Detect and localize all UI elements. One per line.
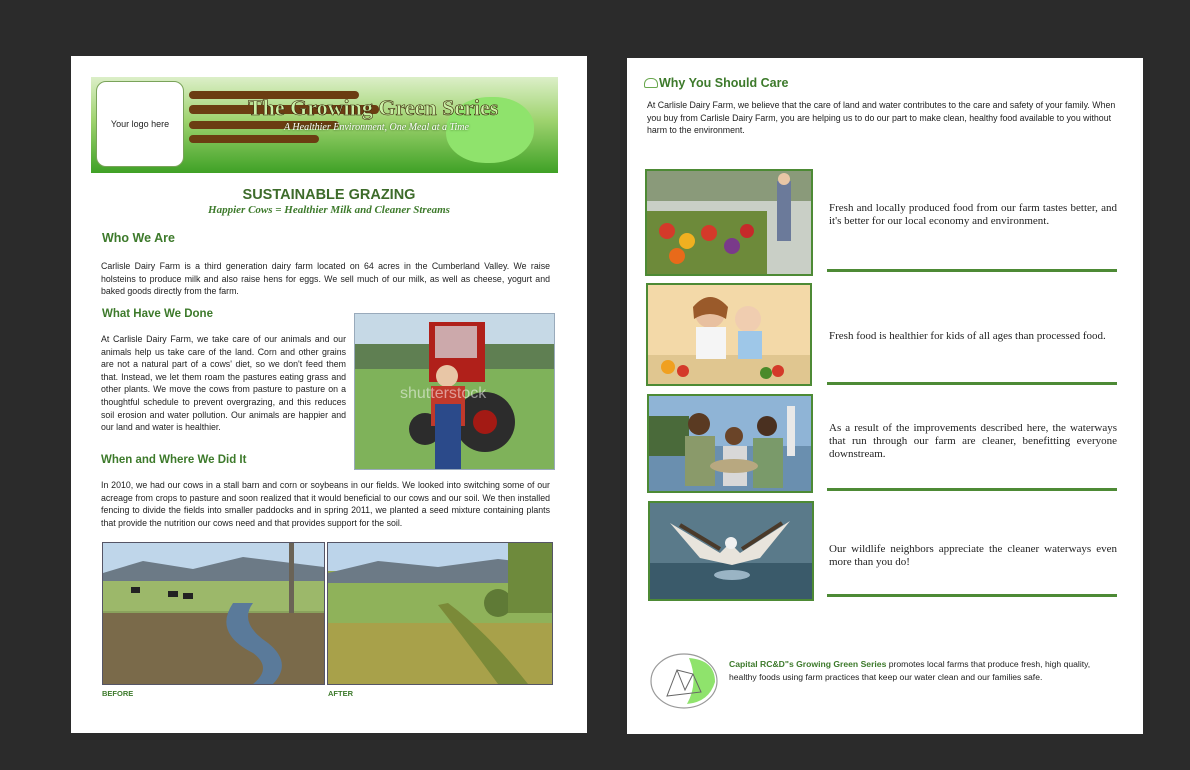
- who-we-are-text: Carlisle Dairy Farm is a third generation dairy farm located on 64 acres in the Cumberland Valley. We raise holsteins to produce milk and also raise hens for eggs. We sell much of our milk, as well as cheese, yogurt and baked goods directly from the farm.: [101, 261, 550, 297]
- care-item-3-text: As a result of the improvements described here, the waterways that run through our farm are cleaner, benefitting everyone downstream.: [829, 422, 1117, 460]
- footer-org-name: Capital RC&D"s Growing Green Series: [729, 659, 887, 669]
- divider: [827, 382, 1117, 385]
- care-item-1-text: Fresh and locally produced food from our farm tastes better, and it's better for our local economy and environment.: [829, 202, 1117, 227]
- leaf-icon: [644, 78, 658, 88]
- flyer-page-back: [627, 58, 1143, 734]
- section-title-when: When and Where We Did It: [101, 454, 247, 466]
- why-care-intro: At Carlisle Dairy Farm, we believe that the care of land and water contributes to the care and safety of your family. When you buy from Carlisle Dairy Farm, you are helping us to do our part to make clean, healthy food available to you without harm to the environment.: [647, 100, 1116, 136]
- farmers-market-photo: [645, 169, 813, 276]
- osprey-photo: [648, 501, 814, 601]
- divider: [827, 269, 1117, 272]
- what-we-done-text: At Carlisle Dairy Farm, we take care of our animals and our animals help us take care of the land. Corn and other grains are not a natural part of a cows' diet, so we don't feed them that. Instead, we let them roam the pastures eating grass and other plants. We move the cows from pasture to pasture on a thoughtful schedule to prevent overgrazing, and this reduces soil erosion and water pollution. Our animals are happier and our land and water is healthier.: [101, 334, 346, 433]
- series-banner: [91, 77, 558, 173]
- when-where-text: In 2010, we had our cows in a stall barn and corn or soybeans in our fields. We looked into switching some of our acreage from crops to pasture and soon realized that it would beneficial to our cows and our soil. We then installed fencing to divide the fields into smaller paddocks and in spring 2011, we planted a seed mixture containing plants that provide the nutrition our cows need and that provides support for the soil.: [101, 480, 550, 528]
- after-photo: [327, 542, 553, 685]
- banner-title: The Growing Green Series: [248, 95, 499, 120]
- divider: [827, 488, 1117, 491]
- page-subheading: Happier Cows = Healthier Milk and Cleaner Streams: [208, 204, 450, 216]
- banner-subtitle: A Healthier Environment, One Meal at a Time: [284, 122, 469, 133]
- before-caption: BEFORE: [102, 689, 134, 698]
- flyer-page-front: [71, 56, 587, 733]
- why-care-title: Why You Should Care: [659, 76, 789, 90]
- page-heading: SUSTAINABLE GRAZING: [242, 187, 416, 203]
- footer-blurb: [729, 658, 1101, 684]
- section-title-what: What Have We Done: [102, 308, 213, 320]
- capital-rcd-seal: [649, 652, 719, 710]
- care-item-4-text: Our wildlife neighbors appreciate the cleaner waterways even more than you do!: [829, 543, 1117, 568]
- logo-placeholder[interactable]: Your logo here: [96, 81, 184, 167]
- care-item-2-text: Fresh food is healthier for kids of all ages than processed food.: [829, 330, 1106, 342]
- footer-text: promotes local farms that produce fresh, high quality, healthy foods using farm practices that keep our water clean and our families safe.: [729, 659, 1091, 682]
- divider: [827, 594, 1117, 597]
- family-fishing-photo: [647, 394, 813, 493]
- watermark-text: shutterstock: [400, 385, 487, 402]
- before-photo: [102, 542, 325, 685]
- section-title-who: Who We Are: [102, 231, 175, 245]
- after-caption: AFTER: [328, 689, 353, 698]
- mother-child-photo: [646, 283, 812, 386]
- farmer-tractor-photo: [354, 313, 555, 470]
